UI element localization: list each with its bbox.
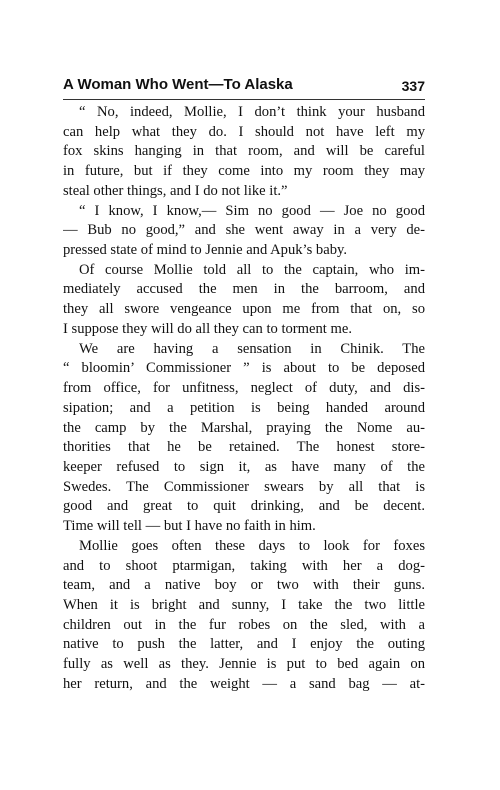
page-header: [63, 76, 425, 100]
header-rule: [63, 99, 425, 100]
text-line: — Bub no good,” and she went away in a very de-: [63, 222, 425, 239]
text-line: can help what they do. I should not have left my: [63, 123, 425, 140]
text-line: When it is bright and sunny, I take the two little: [63, 596, 425, 613]
text-line: team, and a native boy or two with their guns.: [63, 577, 425, 594]
text-line: thorities that he be retained. The honest store-: [63, 439, 425, 456]
body-text: [63, 103, 425, 695]
text-line: in future, but if they come into my room they may: [63, 163, 425, 180]
text-line: I suppose they will do all they can to torment me.: [63, 320, 352, 337]
text-line: Mollie goes often these days to look for foxes: [79, 537, 425, 554]
text-line: pressed state of mind to Jennie and Apuk’s baby.: [63, 242, 347, 259]
page-number: 337: [401, 78, 425, 94]
text-line: the camp by the Marshal, praying the Nome au-: [63, 419, 425, 436]
text-line: fully as well as they. Jennie is put to bed again on: [63, 656, 425, 673]
text-line: “ No, indeed, Mollie, I don’t think your husband: [79, 104, 425, 120]
text-line: and to shoot ptarmigan, taking with her a dog-: [63, 557, 425, 574]
text-line: good and great to quit drinking, and be decent.: [63, 498, 425, 515]
text-line: “ bloomin’ Commissioner ” is about to be deposed: [63, 360, 425, 377]
text-line: steal other things, and I do not like it.”: [63, 182, 288, 199]
text-line: they all swore vengeance upon me from that on, so: [63, 301, 425, 318]
text-line: fox skins hanging in that room, and will be careful: [63, 143, 425, 160]
text-line: from office, for unfitness, neglect of duty, and dis-: [63, 380, 425, 397]
text-line: We are having a sensation in Chinik. The: [79, 340, 425, 357]
text-line: Time will tell — but I have no faith in him.: [63, 518, 316, 535]
text-line: her return, and the weight — a sand bag — at-: [63, 675, 425, 692]
text-line: “ I know, I know,— Sim no good — Joe no good: [79, 202, 425, 219]
text-line: children out in the fur robes on the sled, with a: [63, 616, 425, 633]
running-title: A Woman Who Went—To Alaska: [63, 76, 293, 93]
text-line: sipation; and a petition is being handed around: [63, 399, 425, 416]
text-line: keeper refused to sign it, as have many of the: [63, 458, 425, 475]
text-line: native to push the latter, and I enjoy the outing: [63, 636, 425, 653]
text-line: Swedes. The Commissioner swears by all that is: [63, 478, 425, 495]
text-line: Of course Mollie told all to the captain, who im-: [79, 261, 425, 278]
text-line: mediately accused the men in the barroom, and: [63, 281, 425, 298]
